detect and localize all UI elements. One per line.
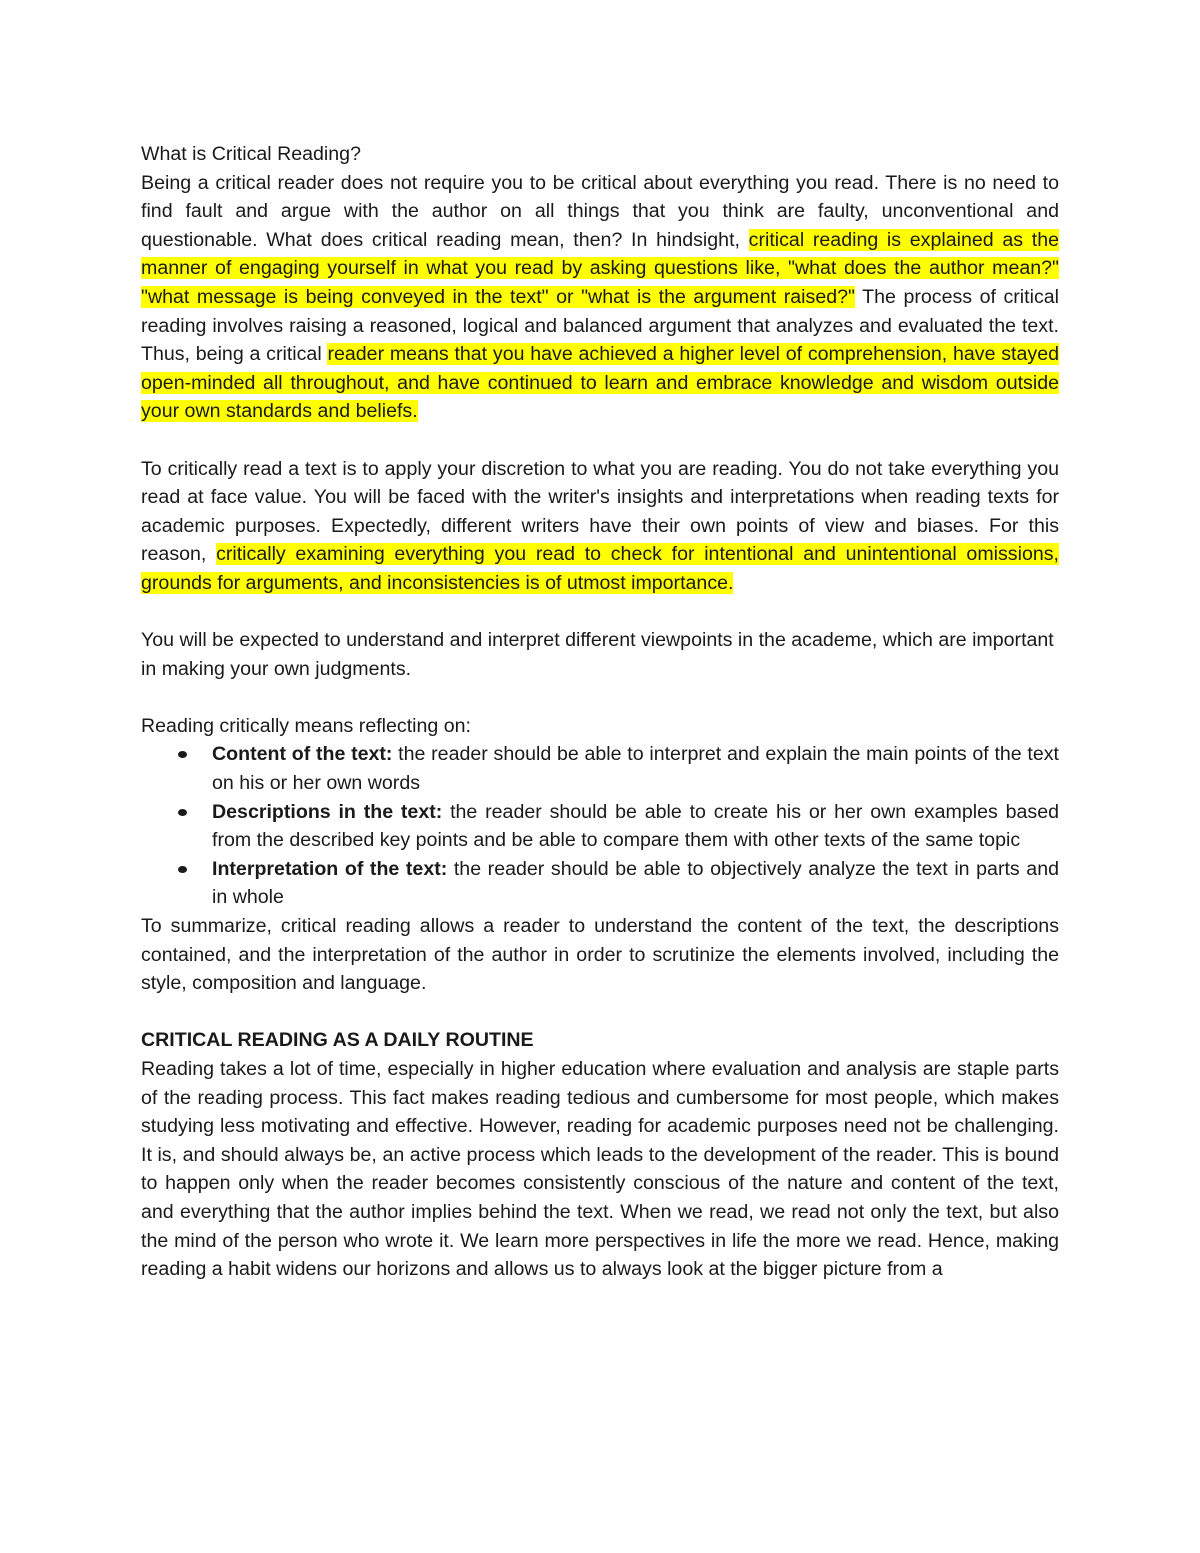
paragraph-summary: To summarize, critical reading allows a reader to understand the content of the text, the descriptions contained, and the interpretation of the author in order to scrutinize the elements involved, including the style, composition and language. (141, 915, 1059, 995)
document-page (141, 140, 1059, 1284)
highlighted-examining: critically examining everything you read to check for intentional and unintentional omissions, grounds for arguments, and inconsistencies is of utmost importance. (141, 543, 1059, 594)
paragraph-intro-text-c: The process of critical reading involves raising a reasoned, logical and balanced argument that analyzes and evaluated the text. Thus, being a critical (141, 285, 1059, 366)
reflection-list (141, 740, 1059, 912)
paragraph-intro-text-a: Being a critical reader does not require you to be critical about everything you read. There is no need to find fault and argue with the author on all things that you think are faulty, unconventional and questionable. What does critical reading mean, then? In hindsight, (141, 171, 1059, 251)
highlighted-definition: critical reading is explained as the manner of engaging yourself in what you read by asking questions like, "what does the author mean?" "what message is being conveyed in the text" or "what is the argument raised?" (141, 228, 1059, 308)
paragraph-viewpoints: You will be expected to understand and interpret different viewpoints in the academe, which are important in making your own judgments. (141, 629, 1054, 680)
blank-line (141, 998, 1059, 1027)
highlighted-reader-meaning: reader means that you have achieved a higher level of comprehension, have stayed open-minded all throughout, and have continued to learn and embrace knowledge and wisdom outside your own standards and beliefs. (141, 343, 1059, 423)
paragraph-discretion-text-a: To critically read a text is to apply your discretion to what you are reading. You do not take everything you read at face value. You will be faced with the writer's insights and interpretations when reading texts for academic purposes. Expectedly, different writers have their own points of view and biases. For this reason, (141, 457, 1059, 566)
list-intro: Reading critically means reflecting on: (141, 714, 471, 737)
blank-line (141, 683, 1059, 712)
list-item-text: the reader should be able to objectively analyze the text in parts and in whole (212, 857, 1059, 909)
paragraph-discretion (141, 455, 1059, 598)
list-item (141, 798, 1059, 855)
bullet-icon (178, 866, 187, 873)
doc-title: What is Critical Reading? (141, 143, 361, 165)
blank-line (141, 598, 1059, 627)
list-item-label: Descriptions in the text: (212, 800, 443, 823)
bullet-icon (178, 751, 187, 758)
section-heading: CRITICAL READING AS A DAILY ROUTINE (141, 1029, 534, 1052)
list-item-text: the reader should be able to interpret and explain the main points of the text on his or her own words (212, 743, 1060, 795)
bullet-icon (178, 809, 187, 816)
list-item (141, 740, 1059, 797)
list-item-label: Content of the text: (212, 743, 393, 766)
paragraph-daily-routine: Reading takes a lot of time, especially in higher education where evaluation and analysis are staple parts of the reading process. This fact makes reading tedious and cumbersome for most people, which makes studying less motivating and effective. However, reading for academic purposes need not be challenging. It is, and should always be, an active process which leads to the development of the reader. This is bound to happen only when the reader becomes consistently conscious of the nature and content of the text, and everything that the author implies behind the text. When we read, we read not only the text, but also the mind of the person who wrote it. We learn more perspectives in life the more we read. Hence, making reading a habit widens our horizons and allows us to always look at the bigger picture from a (141, 1058, 1059, 1281)
paragraph-intro (141, 169, 1059, 426)
list-item (141, 855, 1059, 912)
list-item-label: Interpretation of the text: (212, 857, 448, 880)
list-item-text: the reader should be able to create his or her own examples based from the described key points and be able to compare them with other texts of the same topic (212, 800, 1059, 852)
blank-line (141, 426, 1059, 455)
